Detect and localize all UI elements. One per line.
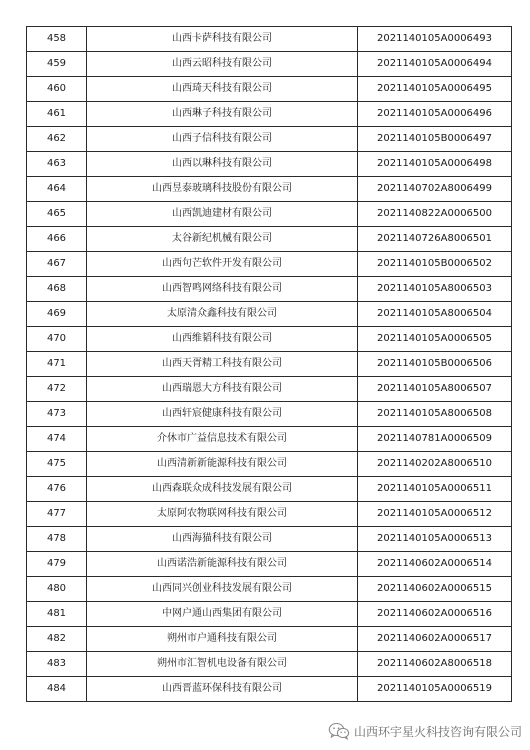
- registration-code-cell: 2021140781A0006509: [358, 427, 512, 452]
- registration-code-cell: 2021140105A8006504: [358, 302, 512, 327]
- company-name-cell: 山西天胥精工科技有限公司: [87, 352, 358, 377]
- company-name-cell: 山西凯迪建材有限公司: [87, 202, 358, 227]
- company-name-cell: 山西晋蓝环保科技有限公司: [87, 677, 358, 702]
- table-row: [27, 327, 512, 352]
- table-row: [27, 577, 512, 602]
- table-row: [27, 277, 512, 302]
- registration-code-cell: 2021140105A0006519: [358, 677, 512, 702]
- table-row: [27, 102, 512, 127]
- row-number-cell: 483: [27, 652, 87, 677]
- row-number-cell: 475: [27, 452, 87, 477]
- row-number-cell: 464: [27, 177, 87, 202]
- row-number-cell: 472: [27, 377, 87, 402]
- table-row: [27, 677, 512, 702]
- registration-code-cell: 2021140105A8006507: [358, 377, 512, 402]
- table-row: [27, 652, 512, 677]
- registration-code-cell: 2021140105A8006503: [358, 277, 512, 302]
- company-name-cell: 太原清众鑫科技有限公司: [87, 302, 358, 327]
- registration-code-cell: 2021140105A0006494: [358, 52, 512, 77]
- row-number-cell: 480: [27, 577, 87, 602]
- table-row: [27, 552, 512, 577]
- watermark-text: 山西环宇星火科技咨询有限公司: [353, 724, 522, 739]
- row-number-cell: 474: [27, 427, 87, 452]
- table-row: [27, 352, 512, 377]
- table-row: [27, 127, 512, 152]
- row-number-cell: 469: [27, 302, 87, 327]
- row-number-cell: 461: [27, 102, 87, 127]
- company-name-cell: 山西轩宸健康科技有限公司: [87, 402, 358, 427]
- registration-code-cell: 2021140105A8006508: [358, 402, 512, 427]
- registration-code-cell: 2021140602A0006515: [358, 577, 512, 602]
- registration-code-cell: 2021140702A8006499: [358, 177, 512, 202]
- registration-code-cell: 2021140105B0006497: [358, 127, 512, 152]
- table-row: [27, 152, 512, 177]
- company-name-cell: 山西子信科技有限公司: [87, 127, 358, 152]
- registration-code-cell: 2021140602A0006517: [358, 627, 512, 652]
- company-name-cell: 山西瑞恩大方科技有限公司: [87, 377, 358, 402]
- registration-code-cell: 2021140105A0006512: [358, 502, 512, 527]
- table-row: [27, 402, 512, 427]
- company-name-cell: 山西同兴创业科技发展有限公司: [87, 577, 358, 602]
- row-number-cell: 468: [27, 277, 87, 302]
- company-name-cell: 山西琳子科技有限公司: [87, 102, 358, 127]
- registration-code-cell: 2021140105A0006493: [358, 27, 512, 52]
- row-number-cell: 479: [27, 552, 87, 577]
- registration-code-cell: 2021140202A8006510: [358, 452, 512, 477]
- registration-code-cell: 2021140105B0006502: [358, 252, 512, 277]
- registration-code-cell: 2021140602A0006514: [358, 552, 512, 577]
- registration-code-cell: 2021140105A0006511: [358, 477, 512, 502]
- registration-code-cell: 2021140105A0006498: [358, 152, 512, 177]
- wechat-icon: [328, 722, 350, 740]
- row-number-cell: 478: [27, 527, 87, 552]
- registration-code-cell: 2021140105B0006506: [358, 352, 512, 377]
- company-name-cell: 山西诺浩新能源科技有限公司: [87, 552, 358, 577]
- company-name-cell: 太原阿农物联网科技有限公司: [87, 502, 358, 527]
- company-name-cell: 山西句芒软件开发有限公司: [87, 252, 358, 277]
- row-number-cell: 470: [27, 327, 87, 352]
- registration-code-cell: 2021140602A0006516: [358, 602, 512, 627]
- company-name-cell: 山西云昭科技有限公司: [87, 52, 358, 77]
- company-name-cell: 山西智鸣网络科技有限公司: [87, 277, 358, 302]
- row-number-cell: 484: [27, 677, 87, 702]
- table-row: [27, 302, 512, 327]
- row-number-cell: 471: [27, 352, 87, 377]
- company-name-cell: 朔州市户通科技有限公司: [87, 627, 358, 652]
- table-row: [27, 252, 512, 277]
- row-number-cell: 459: [27, 52, 87, 77]
- row-number-cell: 476: [27, 477, 87, 502]
- table-row: [27, 527, 512, 552]
- row-number-cell: 467: [27, 252, 87, 277]
- watermark: [328, 721, 522, 741]
- company-name-cell: 山西卡萨科技有限公司: [87, 27, 358, 52]
- registration-code-cell: 2021140726A8006501: [358, 227, 512, 252]
- company-name-cell: 山西维韬科技有限公司: [87, 327, 358, 352]
- registration-code-cell: 2021140822A0006500: [358, 202, 512, 227]
- company-name-cell: 介休市广益信息技术有限公司: [87, 427, 358, 452]
- table-row: [27, 202, 512, 227]
- company-name-cell: 朔州市汇智机电设备有限公司: [87, 652, 358, 677]
- registration-code-cell: 2021140602A8006518: [358, 652, 512, 677]
- row-number-cell: 460: [27, 77, 87, 102]
- registration-code-cell: 2021140105A0006513: [358, 527, 512, 552]
- registry-table-body: [27, 27, 512, 702]
- registration-code-cell: 2021140105A0006496: [358, 102, 512, 127]
- row-number-cell: 465: [27, 202, 87, 227]
- table-row: [27, 177, 512, 202]
- company-name-cell: 山西森联众成科技发展有限公司: [87, 477, 358, 502]
- company-name-cell: 太谷新纪机械有限公司: [87, 227, 358, 252]
- company-name-cell: 山西以琳科技有限公司: [87, 152, 358, 177]
- company-name-cell: 山西琦天科技有限公司: [87, 77, 358, 102]
- row-number-cell: 466: [27, 227, 87, 252]
- table-row: [27, 77, 512, 102]
- registration-code-cell: 2021140105A0006495: [358, 77, 512, 102]
- row-number-cell: 482: [27, 627, 87, 652]
- row-number-cell: 462: [27, 127, 87, 152]
- company-name-cell: 山西海猫科技有限公司: [87, 527, 358, 552]
- company-name-cell: 山西清新新能源科技有限公司: [87, 452, 358, 477]
- table-row: [27, 227, 512, 252]
- row-number-cell: 481: [27, 602, 87, 627]
- row-number-cell: 463: [27, 152, 87, 177]
- row-number-cell: 477: [27, 502, 87, 527]
- company-registry-table: [26, 26, 512, 702]
- row-number-cell: 458: [27, 27, 87, 52]
- table-row: [27, 452, 512, 477]
- table-row: [27, 477, 512, 502]
- company-name-cell: 中网户通山西集团有限公司: [87, 602, 358, 627]
- row-number-cell: 473: [27, 402, 87, 427]
- table-row: [27, 377, 512, 402]
- table-row: [27, 27, 512, 52]
- table-row: [27, 502, 512, 527]
- company-name-cell: 山西昱泰玻璃科技股份有限公司: [87, 177, 358, 202]
- table-row: [27, 627, 512, 652]
- registration-code-cell: 2021140105A0006505: [358, 327, 512, 352]
- table-row: [27, 427, 512, 452]
- table-row: [27, 602, 512, 627]
- table-row: [27, 52, 512, 77]
